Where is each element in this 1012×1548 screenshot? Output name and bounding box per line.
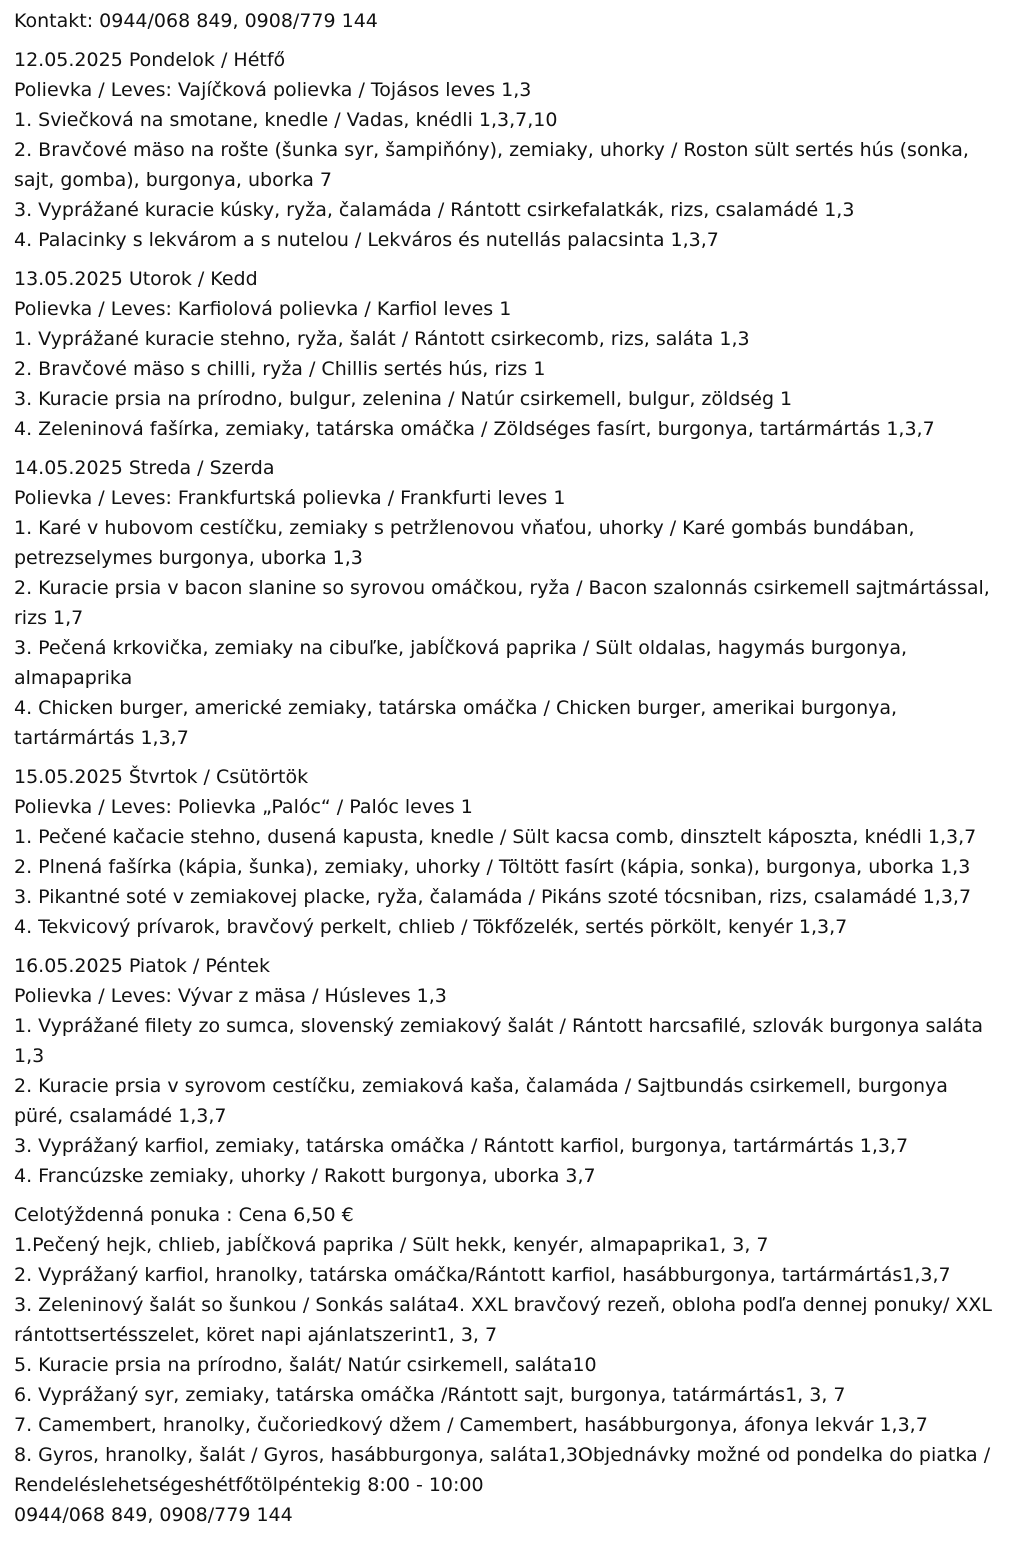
day-block-thursday <box>14 762 998 942</box>
menu-item: 3. Vyprážané kuracie kúsky, ryža, čalamáda / Rántott csirkefalatkák, rizs, csalamádé 1,3 <box>14 199 855 221</box>
contact-line: Kontakt: 0944/068 849, 0908/779 144 <box>14 10 378 32</box>
menu-item: 4. Francúzske zemiaky, uhorky / Rakott burgonya, uborka 3,7 <box>14 1165 596 1187</box>
day-block-tuesday <box>14 264 998 444</box>
day-header: 12.05.2025 Pondelok / Hétfő <box>14 49 286 71</box>
menu-item: 2. Kuracie prsia v syrovom cestíčku, zemiaková kaša, čalamáda / Sajtbundás csirkemell, burgonya püré, csalamádé 1,3,7 <box>14 1075 948 1127</box>
day-block-wednesday <box>14 453 998 753</box>
menu-item: 3. Pikantné soté v zemiakovej placke, ryža, čalamáda / Pikáns szoté tócsniban, rizs, csalamádé 1,3,7 <box>14 886 972 908</box>
menu-item: 4. Zeleninová fašírka, zemiaky, tatárska omáčka / Zöldséges fasírt, burgonya, tartármártás 1,3,7 <box>14 418 935 440</box>
weekly-item: 5. Kuracie prsia na prírodno, šalát/ Natúr csirkemell, saláta10 <box>14 1354 597 1376</box>
day-soup: Polievka / Leves: Vajíčková polievka / Tojásos leves 1,3 <box>14 79 532 101</box>
weekly-item: 2. Vyprážaný karfiol, hranolky, tatárska omáčka/Rántott karfiol, hasábburgonya, tartármártás1,3,7 <box>14 1264 951 1286</box>
menu-item: 4. Tekvicový prívarok, bravčový perkelt, chlieb / Tökfőzelék, sertés pörkölt, kenyér 1,3,7 <box>14 916 848 938</box>
weekly-item: 8. Gyros, hranolky, šalát / Gyros, hasábburgonya, saláta1,3Objednávky možné od pondelka do piatka / Rendeléslehetségeshétfőtölpéntekig 8:00 - 10:00 <box>14 1444 991 1496</box>
menu-item: 4. Chicken burger, americké zemiaky, tatárska omáčka / Chicken burger, amerikai burgonya, tartármártás 1,3,7 <box>14 697 898 749</box>
weekly-offer-block <box>14 1200 998 1530</box>
contact-block <box>14 6 998 36</box>
menu-item: 1. Karé v hubovom cestíčku, zemiaky s petržlenovou vňaťou, uhorky / Karé gombás bundában, petrezselymes burgonya, uborka 1,3 <box>14 517 915 569</box>
menu-item: 1. Sviečková na smotane, knedle / Vadas, knédli 1,3,7,10 <box>14 109 558 131</box>
weekly-item: 1.Pečený hejk, chlieb, jabĺčková paprika / Sült hekk, kenyér, almapaprika1, 3, 7 <box>14 1234 769 1256</box>
day-header: 13.05.2025 Utorok / Kedd <box>14 268 258 290</box>
day-header: 16.05.2025 Piatok / Péntek <box>14 955 270 977</box>
menu-item: 2. Bravčové mäso s chilli, ryža / Chillis sertés hús, rizs 1 <box>14 358 546 380</box>
menu-item: 2. Bravčové mäso na rošte (šunka syr, šampiňóny), zemiaky, uhorky / Roston sült sertés hús (sonka, sajt, gomba), burgonya, uborka 7 <box>14 139 969 191</box>
menu-item: 3. Pečená krkovička, zemiaky na cibuľke, jabĺčková paprika / Sült oldalas, hagymás burgonya, almapaprika <box>14 637 908 689</box>
day-soup: Polievka / Leves: Karfiolová polievka / Karfiol leves 1 <box>14 298 512 320</box>
menu-item: 4. Palacinky s lekvárom a s nutelou / Lekváros és nutellás palacsinta 1,3,7 <box>14 229 719 251</box>
menu-item: 2. Plnená fašírka (kápia, šunka), zemiaky, uhorky / Töltött fasírt (kápia, sonka), burgonya, uborka 1,3 <box>14 856 971 878</box>
weekly-item: 7. Camembert, hranolky, čučoriedkový džem / Camembert, hasábburgonya, áfonya lekvár 1,3,7 <box>14 1414 928 1436</box>
day-soup: Polievka / Leves: Vývar z mäsa / Húsleves 1,3 <box>14 985 447 1007</box>
weekly-item: 3. Zeleninový šalát so šunkou / Sonkás saláta4. XXL bravčový rezeň, obloha podľa dennej ponuky/ XXL rántottsertésszelet, köret napi ajánlatszerint1, 3, 7 <box>14 1294 993 1346</box>
menu-item: 1. Pečené kačacie stehno, dusená kapusta, knedle / Sült kacsa comb, dinsztelt káposzta, knédli 1,3,7 <box>14 826 977 848</box>
footer-phone: 0944/068 849, 0908/779 144 <box>14 1504 293 1526</box>
menu-item: 2. Kuracie prsia v bacon slanine so syrovou omáčkou, ryža / Bacon szalonnás csirkemell sajtmártással, rizs 1,7 <box>14 577 990 629</box>
menu-item: 3. Kuracie prsia na prírodno, bulgur, zelenina / Natúr csirkemell, bulgur, zöldség 1 <box>14 388 793 410</box>
day-header: 15.05.2025 Štvrtok / Csütörtök <box>14 766 309 788</box>
menu-item: 1. Vyprážané filety zo sumca, slovenský zemiakový šalát / Rántott harcsafilé, szlovák burgonya saláta 1,3 <box>14 1015 984 1067</box>
weekly-header: Celotýždenná ponuka : Cena 6,50 € <box>14 1204 354 1226</box>
weekly-item: 6. Vyprážaný syr, zemiaky, tatárska omáčka /Rántott sajt, burgonya, tatármártás1, 3, 7 <box>14 1384 846 1406</box>
day-block-monday <box>14 45 998 255</box>
day-soup: Polievka / Leves: Frankfurtská polievka / Frankfurti leves 1 <box>14 487 566 509</box>
menu-item: 1. Vyprážané kuracie stehno, ryža, šalát / Rántott csirkecomb, rizs, saláta 1,3 <box>14 328 750 350</box>
day-header: 14.05.2025 Streda / Szerda <box>14 457 275 479</box>
day-block-friday <box>14 951 998 1191</box>
menu-item: 3. Vyprážaný karfiol, zemiaky, tatárska omáčka / Rántott karfiol, burgonya, tartármártás 1,3,7 <box>14 1135 909 1157</box>
day-soup: Polievka / Leves: Polievka „Palóc“ / Palóc leves 1 <box>14 796 473 818</box>
